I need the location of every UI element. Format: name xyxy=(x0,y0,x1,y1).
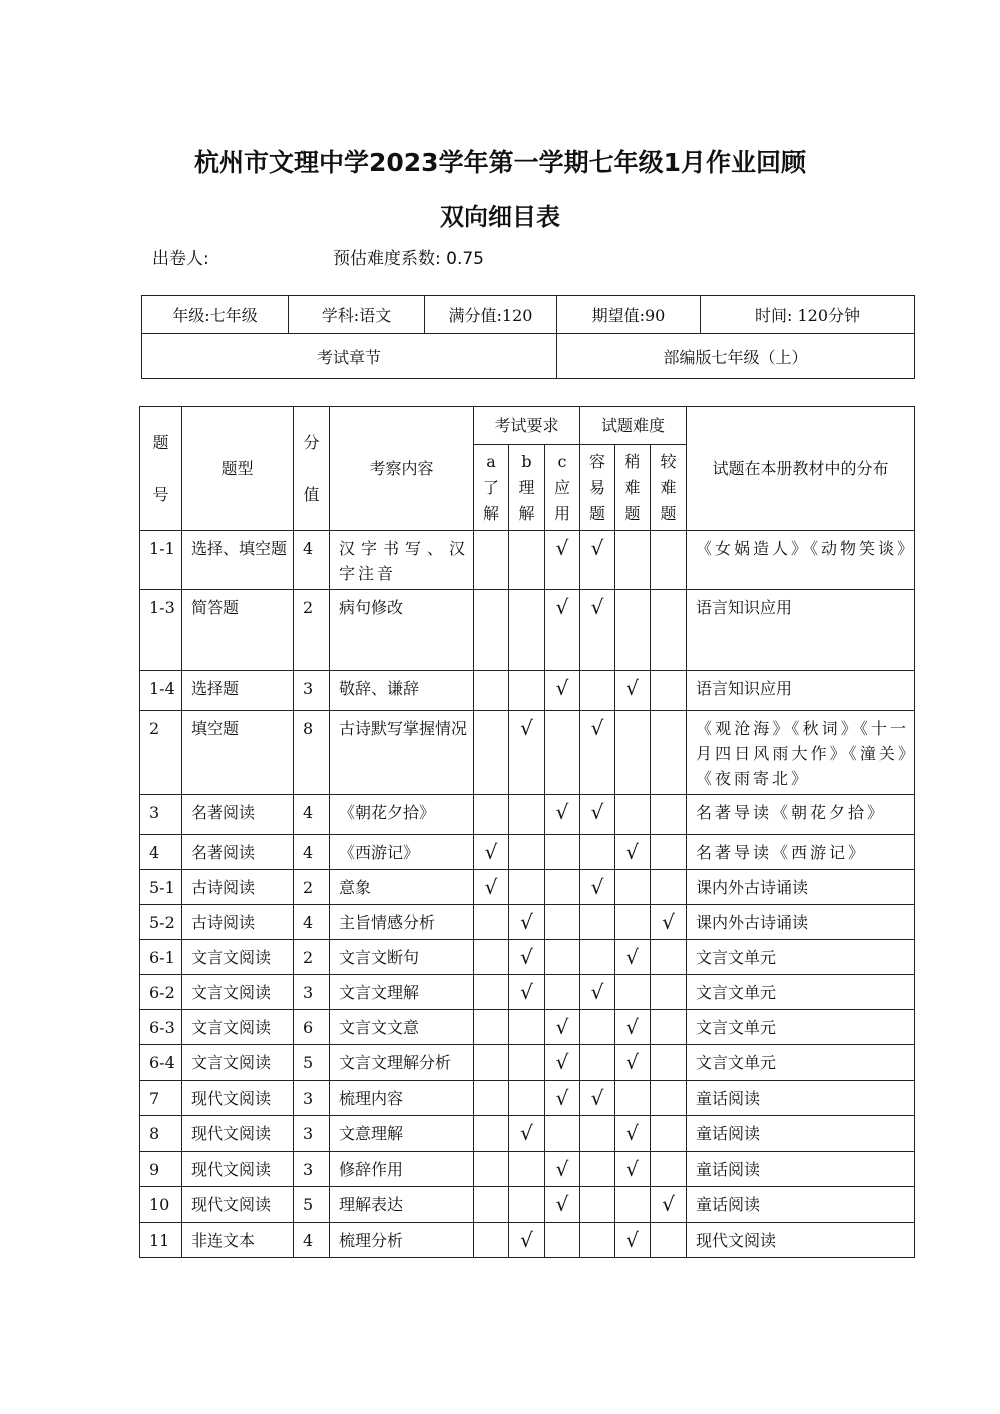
row-check-hard xyxy=(651,590,687,671)
header-difficulty: 试题难度 xyxy=(580,407,687,445)
row-check-mid: √ xyxy=(615,1223,651,1258)
row-score-cell: 3 xyxy=(294,1116,330,1152)
row-check-mid xyxy=(615,905,651,940)
row-number-cell: 2 xyxy=(140,711,182,795)
header-diff-easy: 容 易 题 xyxy=(580,445,615,531)
row-distribution-cell: 文言文单元 xyxy=(687,1010,915,1045)
table-row xyxy=(140,671,915,711)
row-check-a xyxy=(474,1081,509,1116)
expected-score-cell: 期望值:90 xyxy=(557,296,701,334)
row-score-cell: 3 xyxy=(294,671,330,711)
row-check-c: √ xyxy=(545,1045,580,1081)
row-content-cell: 文意理解 xyxy=(330,1116,474,1152)
row-score-cell: 3 xyxy=(294,1152,330,1187)
row-check-c: √ xyxy=(545,1152,580,1187)
row-type-cell: 文言文阅读 xyxy=(182,1045,294,1081)
row-check-hard: √ xyxy=(651,1187,687,1223)
table-row xyxy=(140,940,915,975)
row-check-hard xyxy=(651,940,687,975)
row-content-cell: 病句修改 xyxy=(330,590,474,671)
row-check-c xyxy=(545,975,580,1010)
row-check-a xyxy=(474,671,509,711)
row-check-mid xyxy=(615,1081,651,1116)
row-content-cell: 文言文断句 xyxy=(330,940,474,975)
row-check-a xyxy=(474,1152,509,1187)
row-check-c: √ xyxy=(545,1081,580,1116)
row-check-a xyxy=(474,905,509,940)
row-check-mid: √ xyxy=(615,940,651,975)
row-check-easy xyxy=(580,905,615,940)
table-row xyxy=(140,1223,915,1258)
row-distribution-cell: 童话阅读 xyxy=(687,1152,915,1187)
full-score-cell: 满分值:120 xyxy=(425,296,557,334)
row-type-cell: 古诗阅读 xyxy=(182,905,294,940)
row-score-cell: 4 xyxy=(294,795,330,835)
row-check-easy xyxy=(580,1152,615,1187)
row-check-b: √ xyxy=(509,905,545,940)
row-score-cell: 8 xyxy=(294,711,330,795)
row-content-cell: 文言文文意 xyxy=(330,1010,474,1045)
row-check-c: √ xyxy=(545,1187,580,1223)
row-check-mid: √ xyxy=(615,1152,651,1187)
exam-info-table xyxy=(141,295,915,379)
row-check-a xyxy=(474,1045,509,1081)
row-check-b xyxy=(509,671,545,711)
row-check-mid xyxy=(615,590,651,671)
row-check-hard xyxy=(651,671,687,711)
time-cell: 时间: 120分钟 xyxy=(701,296,915,334)
row-check-mid xyxy=(615,711,651,795)
row-check-c xyxy=(545,905,580,940)
row-check-c xyxy=(545,1116,580,1152)
row-content-cell: 《朝花夕拾》 xyxy=(330,795,474,835)
row-check-hard: √ xyxy=(651,905,687,940)
row-check-c xyxy=(545,1223,580,1258)
row-type-cell: 文言文阅读 xyxy=(182,975,294,1010)
row-check-a xyxy=(474,795,509,835)
row-check-mid xyxy=(615,1187,651,1223)
row-number-cell: 1-4 xyxy=(140,671,182,711)
row-check-hard xyxy=(651,1010,687,1045)
table-row xyxy=(140,531,915,590)
row-check-mid: √ xyxy=(615,1116,651,1152)
row-number-cell: 1-1 xyxy=(140,531,182,590)
row-check-b: √ xyxy=(509,1116,545,1152)
row-type-cell: 填空题 xyxy=(182,711,294,795)
row-type-cell: 名著阅读 xyxy=(182,835,294,870)
row-content-cell: 梳理分析 xyxy=(330,1223,474,1258)
table-row xyxy=(140,1152,915,1187)
row-check-b xyxy=(509,1010,545,1045)
row-check-mid: √ xyxy=(615,1010,651,1045)
table-row xyxy=(140,1045,915,1081)
table-row xyxy=(140,905,915,940)
row-check-a xyxy=(474,590,509,671)
row-score-cell: 4 xyxy=(294,835,330,870)
header-diff-hard: 较 难 题 xyxy=(651,445,687,531)
row-check-b xyxy=(509,835,545,870)
row-check-c xyxy=(545,835,580,870)
row-content-cell: 梳理内容 xyxy=(330,1081,474,1116)
row-check-hard xyxy=(651,1152,687,1187)
row-score-cell: 2 xyxy=(294,870,330,905)
row-distribution-cell: 语言知识应用 xyxy=(687,590,915,671)
table-row xyxy=(140,590,915,671)
row-score-cell: 2 xyxy=(294,590,330,671)
header-score: 分 值 xyxy=(294,407,330,531)
row-number-cell: 6-2 xyxy=(140,975,182,1010)
row-check-easy: √ xyxy=(580,711,615,795)
row-check-c: √ xyxy=(545,590,580,671)
row-content-cell: 敬辞、谦辞 xyxy=(330,671,474,711)
row-check-b xyxy=(509,1152,545,1187)
row-number-cell: 6-1 xyxy=(140,940,182,975)
row-check-mid: √ xyxy=(615,1045,651,1081)
row-check-c: √ xyxy=(545,795,580,835)
row-number-cell: 4 xyxy=(140,835,182,870)
row-type-cell: 现代文阅读 xyxy=(182,1116,294,1152)
row-check-easy: √ xyxy=(580,531,615,590)
row-number-cell: 5-1 xyxy=(140,870,182,905)
difficulty-label: 预估难度系数: 0.75 xyxy=(333,249,484,269)
row-check-mid xyxy=(615,795,651,835)
author-label: 出卷人: xyxy=(152,249,209,269)
row-check-easy: √ xyxy=(580,795,615,835)
row-check-mid: √ xyxy=(615,671,651,711)
row-check-easy xyxy=(580,940,615,975)
row-check-a xyxy=(474,1116,509,1152)
row-check-hard xyxy=(651,975,687,1010)
row-check-easy: √ xyxy=(580,870,615,905)
row-check-mid xyxy=(615,870,651,905)
row-number-cell: 8 xyxy=(140,1116,182,1152)
row-check-hard xyxy=(651,1223,687,1258)
row-distribution-cell: 名著导读《西游记》 xyxy=(687,835,915,870)
row-check-c xyxy=(545,711,580,795)
row-distribution-cell: 文言文单元 xyxy=(687,940,915,975)
row-check-c xyxy=(545,940,580,975)
table-row xyxy=(140,1081,915,1116)
row-score-cell: 6 xyxy=(294,1010,330,1045)
row-number-cell: 11 xyxy=(140,1223,182,1258)
row-content-cell: 文言文理解分析 xyxy=(330,1045,474,1081)
row-check-a xyxy=(474,531,509,590)
row-check-hard xyxy=(651,1045,687,1081)
row-type-cell: 文言文阅读 xyxy=(182,1010,294,1045)
row-number-cell: 10 xyxy=(140,1187,182,1223)
chapter-label-cell: 考试章节 xyxy=(142,334,557,379)
row-type-cell: 文言文阅读 xyxy=(182,940,294,975)
row-type-cell: 非连文本 xyxy=(182,1223,294,1258)
row-check-easy: √ xyxy=(580,590,615,671)
header-content: 考察内容 xyxy=(330,407,474,531)
row-check-a xyxy=(474,1010,509,1045)
row-check-b xyxy=(509,870,545,905)
row-distribution-cell: 《女娲造人》《动物笑谈》 xyxy=(687,531,915,590)
header-requirement: 考试要求 xyxy=(474,407,580,445)
row-check-b xyxy=(509,590,545,671)
row-check-easy: √ xyxy=(580,975,615,1010)
row-check-a: √ xyxy=(474,870,509,905)
table-row xyxy=(140,1010,915,1045)
row-check-c: √ xyxy=(545,671,580,711)
table-row xyxy=(140,870,915,905)
row-distribution-cell: 《观沧海》《秋词》《十一月四日风雨大作》《潼关》《夜雨寄北》 xyxy=(687,711,915,795)
row-check-c xyxy=(545,870,580,905)
row-content-cell: 汉字书写、汉字注音 xyxy=(330,531,474,590)
row-score-cell: 2 xyxy=(294,940,330,975)
row-distribution-cell: 课内外古诗诵读 xyxy=(687,870,915,905)
header-distribution: 试题在本册教材中的分布 xyxy=(687,407,915,531)
row-type-cell: 现代文阅读 xyxy=(182,1081,294,1116)
header-req-a: a 了 解 xyxy=(474,445,509,531)
row-score-cell: 4 xyxy=(294,905,330,940)
row-number-cell: 6-4 xyxy=(140,1045,182,1081)
row-check-a xyxy=(474,1187,509,1223)
row-number-cell: 3 xyxy=(140,795,182,835)
row-check-easy xyxy=(580,835,615,870)
table-row xyxy=(140,975,915,1010)
row-check-mid xyxy=(615,531,651,590)
row-check-easy xyxy=(580,1045,615,1081)
subject-cell: 学科:语文 xyxy=(289,296,425,334)
row-content-cell: 修辞作用 xyxy=(330,1152,474,1187)
row-distribution-cell: 童话阅读 xyxy=(687,1187,915,1223)
row-check-b: √ xyxy=(509,975,545,1010)
row-check-b xyxy=(509,531,545,590)
row-check-a xyxy=(474,711,509,795)
row-type-cell: 现代文阅读 xyxy=(182,1187,294,1223)
row-check-b: √ xyxy=(509,711,545,795)
row-check-easy xyxy=(580,671,615,711)
table-row xyxy=(140,711,915,795)
row-type-cell: 名著阅读 xyxy=(182,795,294,835)
row-check-easy: √ xyxy=(580,1081,615,1116)
row-check-b xyxy=(509,1045,545,1081)
row-type-cell: 简答题 xyxy=(182,590,294,671)
row-type-cell: 现代文阅读 xyxy=(182,1152,294,1187)
row-check-easy xyxy=(580,1187,615,1223)
chapter-value-cell: 部编版七年级（上） xyxy=(557,334,915,379)
row-distribution-cell: 童话阅读 xyxy=(687,1081,915,1116)
row-check-mid: √ xyxy=(615,835,651,870)
header-number: 题 号 xyxy=(140,407,182,531)
table-row xyxy=(140,835,915,870)
row-distribution-cell: 文言文单元 xyxy=(687,975,915,1010)
row-check-a xyxy=(474,975,509,1010)
row-number-cell: 9 xyxy=(140,1152,182,1187)
specification-table xyxy=(139,406,915,1258)
row-check-b xyxy=(509,795,545,835)
row-distribution-cell: 现代文阅读 xyxy=(687,1223,915,1258)
header-req-c: c 应 用 xyxy=(545,445,580,531)
row-check-hard xyxy=(651,835,687,870)
grade-cell: 年级:七年级 xyxy=(142,296,289,334)
row-check-b xyxy=(509,1187,545,1223)
row-content-cell: 《西游记》 xyxy=(330,835,474,870)
row-check-b: √ xyxy=(509,1223,545,1258)
row-check-hard xyxy=(651,1081,687,1116)
row-content-cell: 文言文理解 xyxy=(330,975,474,1010)
row-check-c: √ xyxy=(545,531,580,590)
row-content-cell: 主旨情感分析 xyxy=(330,905,474,940)
row-check-hard xyxy=(651,795,687,835)
row-check-a xyxy=(474,1223,509,1258)
row-check-easy xyxy=(580,1010,615,1045)
table-row xyxy=(140,1187,915,1223)
document-subtitle: 双向细目表 xyxy=(440,203,560,231)
row-check-b xyxy=(509,1081,545,1116)
row-score-cell: 3 xyxy=(294,975,330,1010)
row-distribution-cell: 文言文单元 xyxy=(687,1045,915,1081)
row-distribution-cell: 名著导读《朝花夕拾》 xyxy=(687,795,915,835)
row-distribution-cell: 课内外古诗诵读 xyxy=(687,905,915,940)
row-score-cell: 4 xyxy=(294,1223,330,1258)
row-check-b: √ xyxy=(509,940,545,975)
row-check-hard xyxy=(651,870,687,905)
row-check-easy xyxy=(580,1116,615,1152)
table-row xyxy=(140,795,915,835)
row-number-cell: 1-3 xyxy=(140,590,182,671)
row-number-cell: 7 xyxy=(140,1081,182,1116)
row-number-cell: 5-2 xyxy=(140,905,182,940)
row-score-cell: 4 xyxy=(294,531,330,590)
row-check-hard xyxy=(651,531,687,590)
row-check-c: √ xyxy=(545,1010,580,1045)
row-score-cell: 5 xyxy=(294,1187,330,1223)
header-diff-mid: 稍 难 题 xyxy=(615,445,651,531)
row-number-cell: 6-3 xyxy=(140,1010,182,1045)
row-score-cell: 3 xyxy=(294,1081,330,1116)
row-check-a: √ xyxy=(474,835,509,870)
row-type-cell: 选择、填空题 xyxy=(182,531,294,590)
row-check-mid xyxy=(615,975,651,1010)
row-distribution-cell: 语言知识应用 xyxy=(687,671,915,711)
row-type-cell: 选择题 xyxy=(182,671,294,711)
row-content-cell: 意象 xyxy=(330,870,474,905)
header-type: 题型 xyxy=(182,407,294,531)
row-distribution-cell: 童话阅读 xyxy=(687,1116,915,1152)
row-check-a xyxy=(474,940,509,975)
row-content-cell: 理解表达 xyxy=(330,1187,474,1223)
row-score-cell: 5 xyxy=(294,1045,330,1081)
document-title: 杭州市文理中学2023学年第一学期七年级1月作业回顾 xyxy=(194,148,806,177)
row-check-easy xyxy=(580,1223,615,1258)
table-row xyxy=(140,1116,915,1152)
row-check-hard xyxy=(651,711,687,795)
row-content-cell: 古诗默写掌握情况 xyxy=(330,711,474,795)
row-check-hard xyxy=(651,1116,687,1152)
header-req-b: b 理 解 xyxy=(509,445,545,531)
row-type-cell: 古诗阅读 xyxy=(182,870,294,905)
